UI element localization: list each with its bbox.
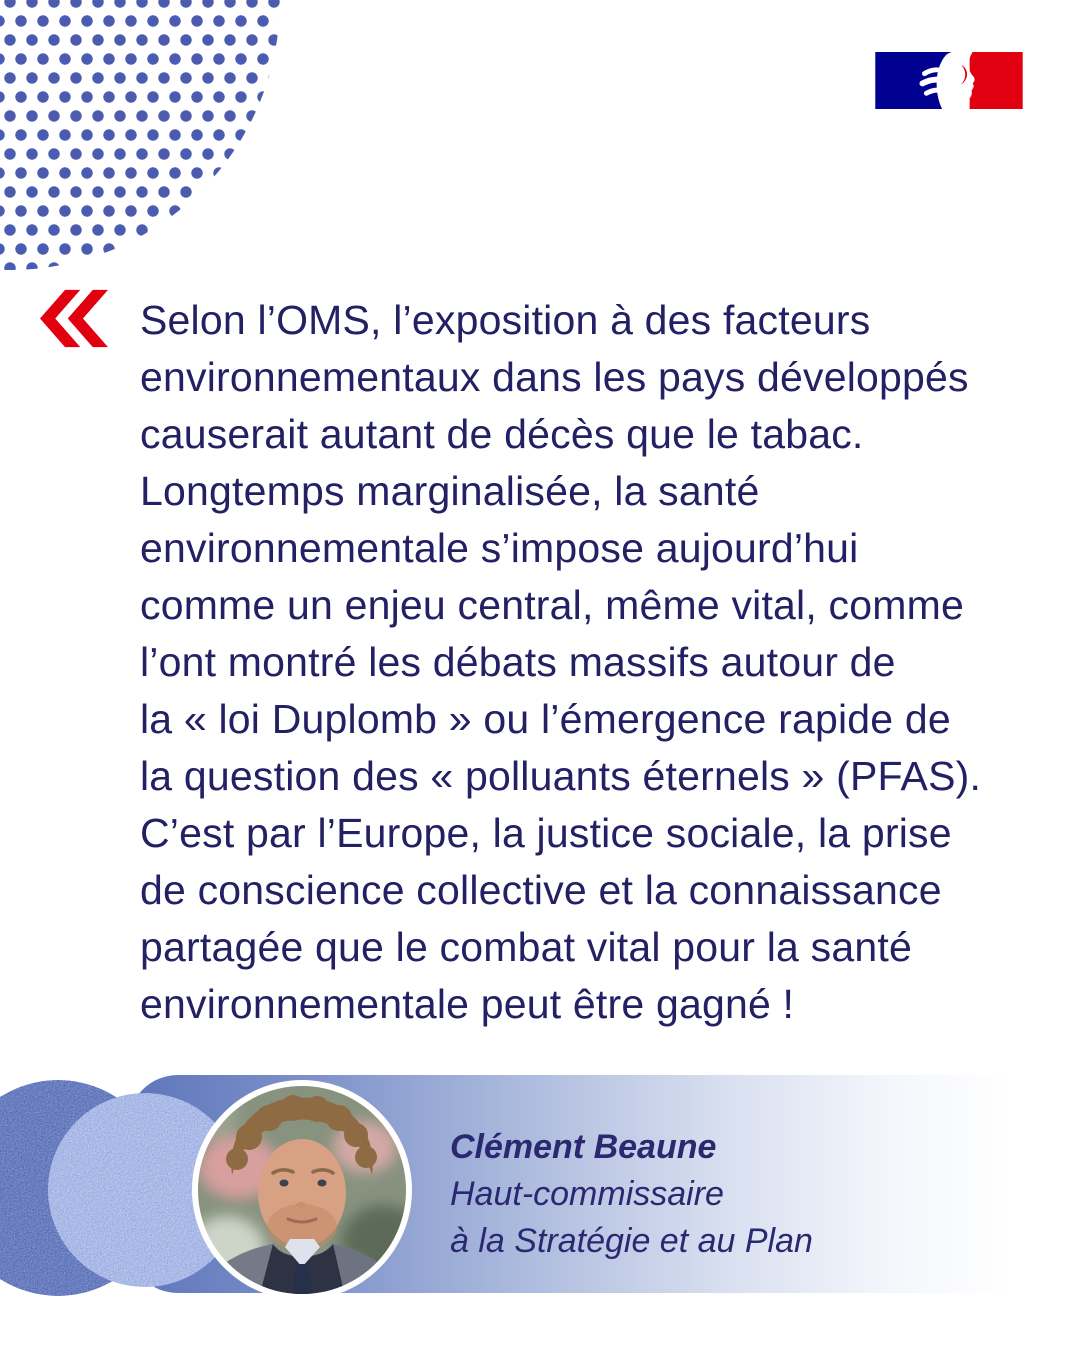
- quote-line: environnementale s’impose aujourd’hui: [140, 525, 859, 571]
- quote-line: la « loi Duplomb » ou l’émergence rapide de: [140, 696, 951, 742]
- quote-text: [140, 292, 1040, 1033]
- quote-line: Selon l’OMS, l’exposition à des facteurs: [140, 297, 871, 343]
- quote-line: comme un enjeu central, même vital, comme: [140, 582, 964, 628]
- quote-line: C’est par l’Europe, la justice sociale, la prise: [140, 810, 952, 856]
- quote-line: environnementale peut être gagné !: [140, 981, 795, 1027]
- quote-line: causerait autant de décès que le tabac.: [140, 411, 864, 457]
- attribution-title-line: à la Stratégie et au Plan: [450, 1222, 813, 1260]
- halftone-dots-decoration: [0, 0, 280, 270]
- quote-line: environnementaux dans les pays développés: [140, 354, 969, 400]
- attribution-title-line: Haut-commissaire: [450, 1175, 724, 1213]
- quote-line: la question des « polluants éternels » (PFAS).: [140, 753, 982, 799]
- quote-line: Longtemps marginalisée, la santé: [140, 468, 760, 514]
- attribution-name: Clément Beaune: [450, 1128, 717, 1166]
- open-quote-icon: [40, 287, 108, 350]
- portrait-photo: [187, 1075, 417, 1305]
- logo-red-block: [970, 52, 1023, 109]
- attribution-block: [450, 1124, 813, 1265]
- quote-line: de conscience collective et la connaissance: [140, 867, 942, 913]
- quote-line: l’ont montré les débats massifs autour de: [140, 639, 896, 685]
- quote-line: partagée que le combat vital pour la santé: [140, 924, 912, 970]
- republique-francaise-logo: [875, 52, 1023, 109]
